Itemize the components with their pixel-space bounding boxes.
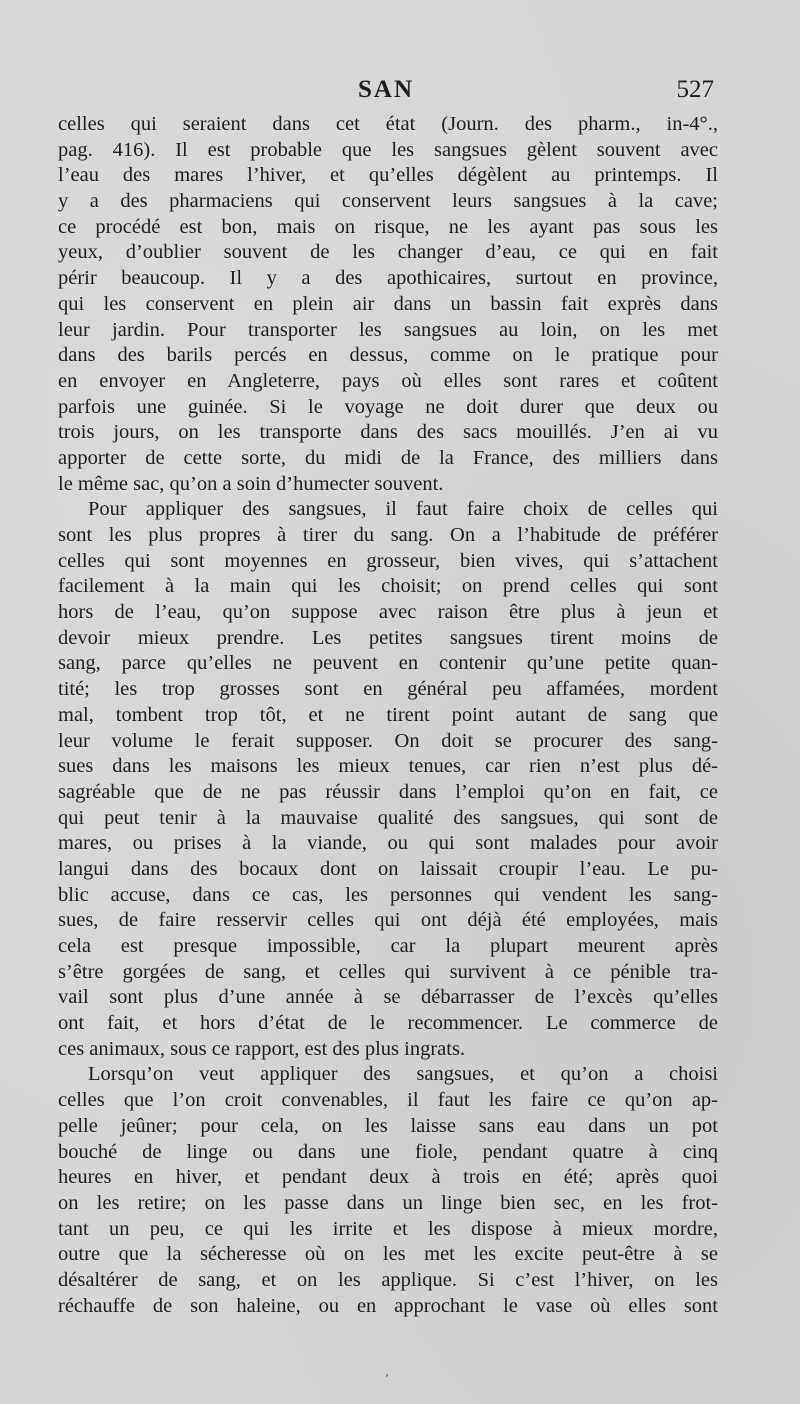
text-line: s’être gorgées de sang, et celles qui survivent à ce pénible tra-	[58, 960, 718, 983]
text-line: ont fait, et hors d’état de le recommencer. Le commerce de	[58, 1012, 718, 1035]
text-line: tant un peu, ce qui les irrite et les dispose à mieux mordre,	[58, 1217, 718, 1240]
text-line: sues, de faire resservir celles qui ont déjà été employées, mais	[58, 909, 718, 932]
text-line: celles que l’on croit convenables, il faut les faire ce qu’on ap-	[58, 1089, 718, 1112]
text-line: pelle jeûner; pour cela, on les laisse sans eau dans un pot	[58, 1114, 718, 1137]
text-line: sagréable que de ne pas réussir dans l’emploi qu’on en fait, ce	[58, 780, 718, 803]
text-line: celles qui seraient dans cet état (Journ. des pharm., in-4°.,	[58, 113, 718, 135]
text-line: l’eau des mares l’hiver, et qu’elles dégèlent au printemps. Il	[58, 164, 718, 187]
text-line: parfois une guinée. Si le voyage ne doit durer que deux ou	[58, 395, 718, 418]
text-line: langui dans des bocaux dont on laissait croupir l’eau. Le pu-	[58, 857, 718, 880]
text-line: cela est presque impossible, car la plupart meurent après	[58, 935, 718, 957]
text-line: dans des barils percés en dessus, comme on le pratique pour	[58, 344, 718, 367]
text-line: désaltérer de sang, et on les applique. Si c’est l’hiver, on les	[58, 1268, 718, 1291]
text-line: facilement à la main qui les choisit; on prend celles qui sont	[58, 575, 718, 598]
stray-mark: ’	[385, 1372, 389, 1386]
text-line: bouché de linge ou dans une fiole, pendant quatre à cinq	[58, 1140, 718, 1163]
text-line: heures en hiver, et pendant deux à trois en été; après quoi	[58, 1166, 718, 1189]
body-text	[58, 112, 718, 1319]
text-line: périr beaucoup. Il y a des apothicaires, surtout en province,	[58, 267, 718, 290]
page-number: 527	[676, 76, 714, 103]
text-line: leur volume le ferait supposer. On doit se procurer des sang-	[58, 729, 718, 752]
text-line: celles qui sont moyennes en grosseur, bien vives, qui s’attachent	[58, 549, 718, 572]
text-line: pag. 416). Il est probable que les sangsues gèlent souvent avec	[58, 138, 718, 161]
text-line: yeux, d’oublier souvent de les changer d’eau, ce qui en fait	[58, 241, 718, 264]
text-line: vail sont plus d’une année à se débarrasser de l’excès qu’elles	[58, 986, 718, 1009]
page-header	[58, 76, 714, 110]
text-line: hors de l’eau, qu’on suppose avec raison être plus à jeun et	[58, 601, 718, 624]
text-line: on les retire; on les passe dans un linge bien sec, en les frot-	[58, 1191, 718, 1214]
text-line: le même sac, qu’on a soin d’humecter souvent.	[58, 472, 444, 495]
text-line: ce procédé est bon, mais on risque, ne les ayant pas sous les	[58, 215, 718, 238]
text-line: sont les plus propres à tirer du sang. On a l’habitude de préférer	[58, 524, 718, 546]
text-line: sues dans les maisons les mieux tenues, car rien n’est plus dé-	[58, 755, 718, 778]
text-line: Lorsqu’on veut appliquer des sangsues, et qu’on a choisi	[88, 1063, 718, 1086]
text-line: tité; les trop grosses sont en général peu affamées, mordent	[58, 678, 718, 701]
text-line: devoir mieux prendre. Les petites sangsues tirent moins de	[58, 626, 718, 649]
text-line: qui peut tenir à la mauvaise qualité des sangsues, qui sont de	[58, 806, 718, 829]
text-line: Pour appliquer des sangsues, il faut faire choix de celles qui	[88, 498, 718, 521]
running-title: SAN	[357, 76, 414, 103]
text-line: mares, ou prises à la viande, ou qui sont malades pour avoir	[58, 832, 718, 855]
text-line: ces animaux, sous ce rapport, est des plus ingrats.	[58, 1037, 466, 1060]
text-line: sang, parce qu’elles ne peuvent en contenir qu’une petite quan-	[58, 652, 718, 675]
text-line: trois jours, on les transporte dans des sacs mouillés. J’en ai vu	[58, 421, 718, 444]
text-line: mal, tombent trop tôt, et ne tirent point autant de sang que	[58, 703, 718, 726]
text-line: en envoyer en Angleterre, pays où elles sont rares et coûtent	[58, 369, 718, 392]
text-line: réchauffe de son haleine, ou en approchant le vase où elles sont	[58, 1294, 718, 1317]
text-line: outre que la sécheresse où on les met les excite peut-être à se	[58, 1243, 718, 1266]
text-line: blic accuse, dans ce cas, les personnes qui vendent les sang-	[58, 883, 718, 906]
text-line: apporter de cette sorte, du midi de la France, des milliers dans	[58, 446, 718, 469]
text-line: leur jardin. Pour transporter les sangsues au loin, on les met	[58, 318, 718, 341]
text-line: qui les conservent en plein air dans un bassin fait exprès dans	[58, 292, 718, 315]
text-line: y a des pharmaciens qui conservent leurs sangsues à la cave;	[58, 190, 718, 213]
